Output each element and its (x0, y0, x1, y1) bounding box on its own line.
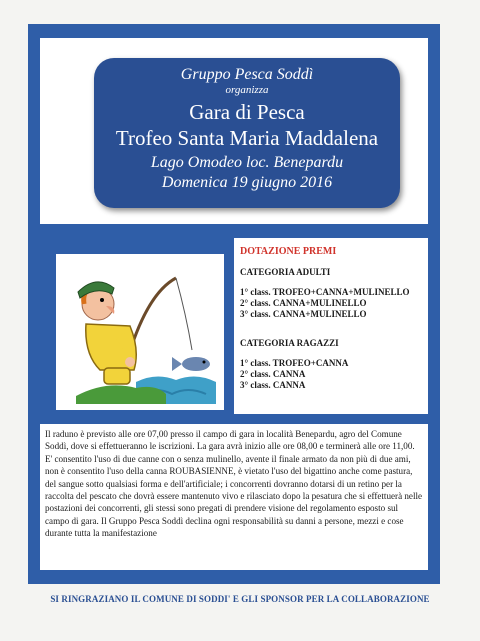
adult-prize-2: 2° class. CANNA+MULINELLO (240, 298, 367, 308)
fisherman-cartoon-icon (56, 254, 224, 410)
organizza-label: organizza (225, 84, 269, 96)
sponsor-thanks: SI RINGRAZIANO IL COMUNE DI SODDI' E GLI SPONSOR PER LA COLLABORAZIONE (50, 594, 430, 604)
event-date: Domenica 19 giugno 2016 (161, 174, 333, 191)
category-adults-title: CATEGORIA ADULTI (240, 267, 331, 277)
rules-text: Il raduno è previsto alle ore 07,00 presso il campo di gara in località Benepardu, agro del Comune Soddì, dove si effettueranno le iscrizioni. La gara avrà inizio alle ore 08,00 e terminerà alle ore 11,00. E' consentito l'uso di due canne con o senza mulinello, avente il finale armato da non più di due ami, non è consentito l'uso della canna ROUBASIENNE, è vietato l'uso del bigattino anche come pastura, del sangue sotto qualsiasi forma e dell'artificiale; i concorrenti dovranno dotarsi di un retino per la raccolta del pescato che dovrà essere mantenuto vivo e rilasciato dopo la pesatura che si effettuerà nelle postazioni dei concorrenti, gli stessi sono pregati di prendere visione del regolamento esposto sul campo di gara. Il Gruppo Pesca Soddì declina ogni responsabilità su danni a persone, mezzi e cose durante tutta la manifestazione (40, 424, 428, 570)
prizes-title: DOTAZIONE PREMI (240, 246, 337, 257)
adult-prize-3: 3° class. CANNA+MULINELLO (240, 309, 367, 319)
kids-prize-3: 3° class. CANNA (240, 380, 306, 390)
adult-prize-1: 1° class. TROFEO+CANNA+MULINELLO (240, 287, 410, 297)
illustration-panel (56, 254, 224, 410)
kids-prize-2: 2° class. CANNA (240, 369, 306, 379)
event-location: Lago Omodeo loc. Benepardu (150, 154, 344, 171)
header-panel (40, 38, 428, 224)
category-kids-title: CATEGORIA RAGAZZI (240, 338, 339, 348)
title-box (94, 58, 400, 208)
poster-frame (28, 24, 440, 584)
organizer-name: Gruppo Pesca Soddì (180, 66, 314, 83)
event-title: Gara di Pesca (189, 100, 305, 124)
trophy-title: Trofeo Santa Maria Maddalena (115, 126, 379, 150)
kids-prize-1: 1° class. TROFEO+CANNA (240, 358, 349, 368)
prizes-panel (234, 238, 428, 414)
